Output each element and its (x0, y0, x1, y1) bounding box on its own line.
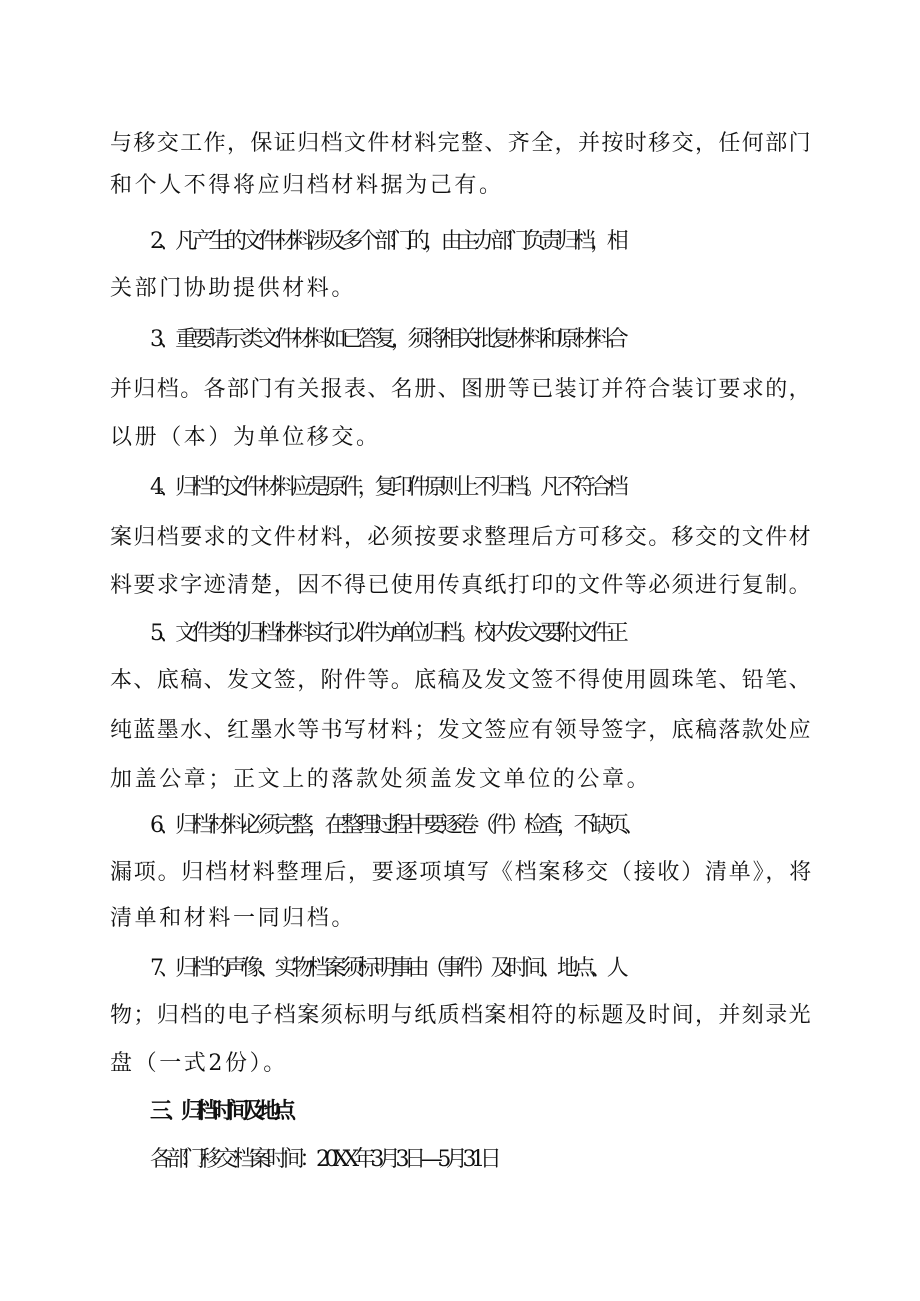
item-5-line: 5、文件类的归档材料实行以件为单位归档。校内发文要附文件正 (150, 621, 624, 646)
item-3-line: 3、重要请示类文件材料如已答复，须将相关批复材料和原材料合 (150, 327, 624, 352)
item-6-line: 6、归档材料必须完整，在整理过程中要逐卷（件）检查，不缺页、 (150, 813, 640, 838)
item-5-line: 加盖公章；正文上的落款处须盖发文单位的公章。 (110, 767, 652, 792)
item-5-line: 纯蓝墨水、红墨水等书写材料；发文签应有领导签字，底稿落款处应 (110, 718, 813, 743)
item-4-line: 案归档要求的文件材料，必须按要求整理后方可移交。移交的文件材 (110, 525, 813, 550)
section-text: 各部门移交档案时间：20XX年3月3日—5月31日 (150, 1147, 497, 1172)
item-2-line: 关部门协助提供材料。 (110, 276, 357, 301)
item-2-line: 2、凡产生的文件材料涉及多个部门的，由主办部门负责归档，相 (150, 229, 624, 254)
item-6-line: 漏项。归档材料整理后，要逐项填写《档案移交（接收）清单》，将 (110, 860, 814, 885)
item-4-line: 料要求字迹清楚，因不得已使用传真纸打印的文件等必须进行复制。 (110, 573, 813, 598)
item-4-line: 4、归档的文件材料应是原件，复印件原则上不归档。凡不符合档 (150, 475, 624, 500)
item-5-line: 本、底稿、发文签，附件等。底稿及发文签不得使用圆珠笔、铅笔、 (110, 668, 813, 693)
item-3-line: 以册（本）为单位移交。 (110, 425, 381, 450)
section-heading: 三、归档时间及地点 (150, 1099, 290, 1124)
paragraph-line: 与移交工作，保证归档文件材料完整、齐全，并按时移交，任何部门 (110, 131, 813, 156)
item-6-line: 清单和材料一同归档。 (110, 906, 357, 931)
item-3-line: 并归档。各部门有关报表、名册、图册等已装订并符合装订要求的， (110, 377, 813, 402)
paragraph-line: 和个人不得将应归档材料据为己有。 (110, 173, 504, 198)
item-7-line: 物；归档的电子档案须标明与纸质档案相符的标题及时间，并刻录光 (110, 1003, 813, 1028)
item-7-line: 7、归档的声像、实物档案须标明事由（事件）及时间、地点、人 (150, 956, 624, 981)
item-7-line: 盘（一式2份）。 (110, 1051, 288, 1076)
